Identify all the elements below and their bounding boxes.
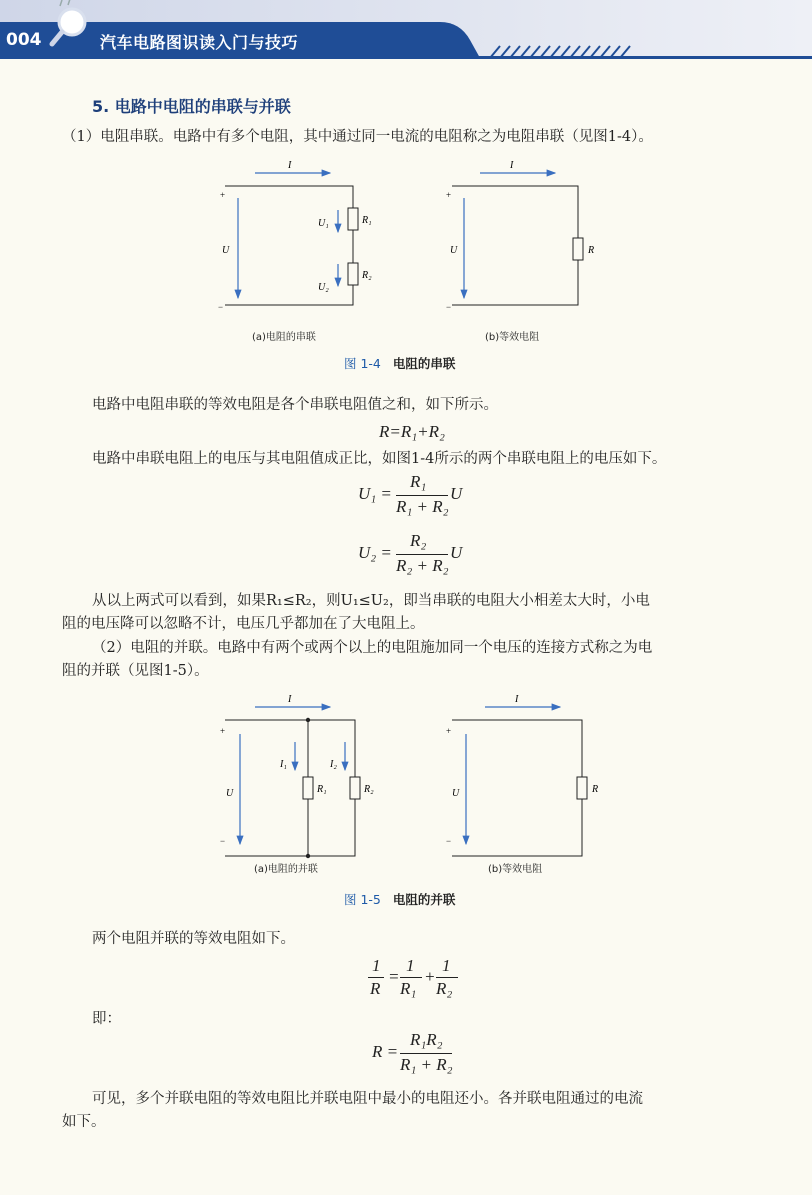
svg-text:I₂: I₂ <box>330 759 337 770</box>
paragraph-voltage-divider: 电路中串联电阻上的电压与其电阻值成正比，如图1-4所示的两个串联电阻上的电压如下。 <box>92 451 667 467</box>
svg-text:(a)电阻的串联: (a)电阻的串联 <box>252 332 316 343</box>
book-title: 汽车电路图识读入门与技巧 <box>100 33 299 52</box>
figure-1-4-caption: 图 1-4 电阻的串联 <box>344 356 456 371</box>
paragraph-parallel-equivalent: 两个电阻并联的等效电阻如下。 <box>92 931 295 947</box>
equation-u1-numerator: R₁ <box>410 472 427 491</box>
svg-text:R₁: R₁ <box>362 215 372 226</box>
svg-text:U: U <box>222 245 230 256</box>
equation-r-fraction-line <box>400 1053 452 1054</box>
svg-text:+: + <box>220 726 226 736</box>
page-header <box>0 0 812 70</box>
page-number: 004 <box>6 30 42 50</box>
paragraph-series: （1）电阻串联。电路中有多个电阻，其中通过同一电流的电阻称之为电阻串联（见图1-4）。 <box>62 129 653 145</box>
equivalent-circuit <box>446 160 594 343</box>
svg-text:I: I <box>510 160 514 171</box>
series-circuit <box>218 160 372 343</box>
equation-u1-lhs: U₁ = <box>358 484 392 503</box>
paragraph-parallel-1: （2）电阻的并联。电路中有两个或两个以上的电阻施加同一个电压的连接方式称之为电 <box>92 640 653 656</box>
fraction-line <box>436 977 458 978</box>
svg-text:+: + <box>220 190 226 200</box>
figure-1-4-diagram <box>200 158 620 348</box>
svg-text:U: U <box>450 245 458 256</box>
svg-text:−: − <box>446 302 452 312</box>
equation-u1-tail: U <box>450 484 463 503</box>
equation-u1-denominator: R₁ + R₂ <box>396 497 449 516</box>
svg-text:I₁: I₁ <box>280 759 287 770</box>
svg-text:+: + <box>446 726 452 736</box>
equation-par-b-num: 1 <box>442 956 451 975</box>
equation-par-a-num: 1 <box>406 956 415 975</box>
equation-par-lhs-den: R <box>370 979 381 998</box>
equation-r-lhs: R = <box>372 1042 399 1061</box>
equation-u2-tail: U <box>450 543 463 562</box>
svg-text:I: I <box>288 694 292 705</box>
svg-text:(b)等效电阻: (b)等效电阻 <box>488 864 543 875</box>
svg-text:(a)电阻的并联: (a)电阻的并联 <box>254 864 318 875</box>
svg-text:U₁: U₁ <box>318 218 329 229</box>
equation-par-plus: + <box>424 967 436 986</box>
equation-r-numerator: R₁R₂ <box>410 1030 443 1049</box>
svg-text:−: − <box>218 302 224 312</box>
junction-dot <box>306 854 310 858</box>
parallel-circuit <box>220 694 374 875</box>
paragraph-final-2: 如下。 <box>62 1114 106 1130</box>
svg-text:R₂: R₂ <box>362 270 372 281</box>
equation-r-denominator: R₁ + R₂ <box>400 1055 453 1074</box>
fraction-line <box>368 977 384 978</box>
svg-text:R: R <box>588 245 595 256</box>
equation-u2-denominator: R₂ + R₂ <box>396 556 449 575</box>
equation-par-lhs-num: 1 <box>372 956 381 975</box>
equation-u1-fraction-line <box>396 495 448 496</box>
svg-text:R₁: R₁ <box>317 784 327 795</box>
paragraph-parallel-2: 阻的并联（见图1-5）。 <box>62 663 209 679</box>
paragraph-final-1: 可见，多个并联电阻的等效电阻比并联电阻中最小的电阻还小。各并联电阻通过的电流 <box>92 1091 643 1107</box>
parallel-equivalent-circuit <box>446 694 598 875</box>
section-title: 5. 电路中电阻的串联与并联 <box>92 97 291 116</box>
figure-1-5-caption: 图 1-5 电阻的并联 <box>344 892 456 907</box>
paragraph-conclusion-2: 阻的电压降可以忽略不计，电压几乎都加在了大电阻上。 <box>62 616 425 632</box>
svg-text:(b)等效电阻: (b)等效电阻 <box>485 332 540 343</box>
paragraph-ie: 即： <box>92 1011 121 1027</box>
current-label: I <box>288 160 292 171</box>
equation-u2-fraction-line <box>396 554 448 555</box>
svg-text:R₂: R₂ <box>364 784 374 795</box>
figure-1-5-diagram <box>200 692 620 882</box>
svg-text:−: − <box>220 836 226 846</box>
equation-par-b-den: R₂ <box>436 979 453 998</box>
equation-u2-lhs: U₂ = <box>358 543 392 562</box>
fraction-line <box>400 977 422 978</box>
paragraph-conclusion-1: 从以上两式可以看到，如果R₁≤R₂，则U₁≤U₂，即当串联的电阻大小相差太大时，小电 <box>92 593 650 609</box>
svg-text:−: − <box>446 836 452 846</box>
paragraph-series-equivalent: 电路中电阻串联的等效电阻是各个串联电阻值之和，如下所示。 <box>92 397 498 413</box>
equation-series-sum: R=R₁+R₂ <box>379 422 445 441</box>
svg-text:R: R <box>592 784 599 795</box>
svg-text:U₂: U₂ <box>318 282 329 293</box>
equation-u2-numerator: R₂ <box>410 531 427 550</box>
svg-text:+: + <box>446 190 452 200</box>
svg-text:I: I <box>515 694 519 705</box>
svg-text:U: U <box>452 788 460 799</box>
equation-par-equals: = <box>388 967 400 986</box>
svg-text:U: U <box>226 788 234 799</box>
equation-par-a-den: R₁ <box>400 979 417 998</box>
